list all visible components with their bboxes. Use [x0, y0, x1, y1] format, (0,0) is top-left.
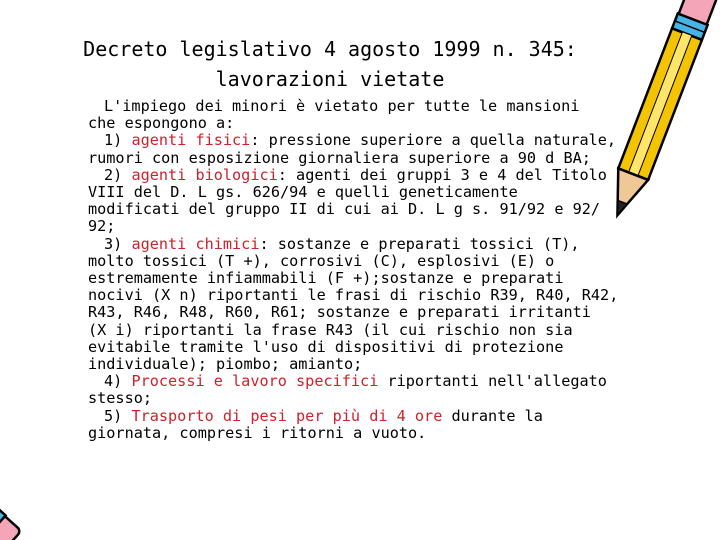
title-line-2: lavorazioni vietate: [215, 67, 445, 91]
item-continuation: (X i) riportanti la frase R43 (il cui rischio non sia: [88, 320, 573, 339]
item-highlight: agenti fisici: [131, 131, 251, 150]
item-continuation: VIII del D. L gs. 626/94 e quelli geneticamente: [88, 183, 518, 202]
item-highlight: Trasporto di pesi per più di 4 ore: [131, 406, 443, 425]
item-number: 2): [104, 165, 123, 184]
item-continuation: evitabile tramite l'uso di dispositivi di protezione: [88, 337, 564, 356]
pencil-top-right-icon: [585, 0, 720, 250]
list-item: [88, 167, 648, 236]
item-continuation: rumori con esposizione giornaliera superiore a 90 d BA;: [88, 148, 591, 167]
slide-title: [60, 34, 600, 94]
slide-body: [88, 98, 648, 442]
item-text: : sostanze e preparati tossici (T),: [259, 234, 580, 253]
intro-line-2: che espongono a:: [88, 114, 235, 133]
item-continuation: nocivi (X n) riportanti le frasi di rischio R39, R40, R42,: [88, 286, 619, 305]
item-text: : pressione superiore a quella naturale,: [250, 131, 617, 150]
list-item: [88, 132, 648, 166]
item-number: 4): [104, 372, 123, 391]
item-continuation: stesso;: [88, 389, 153, 408]
item-continuation: R43, R46, R48, R60, R61; sostanze e preparati irritanti: [88, 303, 591, 322]
title-line-1: Decreto legislativo 4 agosto 1999 n. 345:: [83, 37, 577, 61]
pencil-bottom-left-icon: [0, 408, 130, 540]
item-continuation: individuale); piombo; amianto;: [88, 355, 363, 374]
list-item: [88, 236, 648, 374]
item-continuation: 92;: [88, 217, 116, 236]
item-number: 3): [104, 234, 123, 253]
item-number: 5): [104, 406, 123, 425]
item-highlight: agenti biologici: [131, 165, 278, 184]
item-highlight: agenti chimici: [131, 234, 260, 253]
item-continuation: estremamente infiammabili (F +);sostanze e preparati: [88, 269, 564, 288]
intro-line-1: L'impiego dei minori è vietato per tutte le mansioni: [104, 97, 580, 115]
item-highlight: Processi e lavoro specifici: [131, 372, 379, 391]
list-item: [88, 408, 648, 442]
item-continuation: molto tossici (T +), corrosivi (C), esplosivi (E) o: [88, 251, 555, 270]
item-number: 1): [104, 131, 123, 150]
item-continuation: giornata, compresi i ritorni a vuoto.: [88, 423, 427, 442]
item-text: : agenti dei gruppi 3 e 4 del Titolo: [277, 165, 607, 184]
item-text: durante la: [442, 406, 543, 425]
list-item: [88, 373, 648, 407]
item-continuation: modificati del gruppo II di cui ai D. L g s. 91/92 e 92/: [88, 200, 601, 219]
item-text: riportanti nell'allegato: [378, 372, 607, 391]
